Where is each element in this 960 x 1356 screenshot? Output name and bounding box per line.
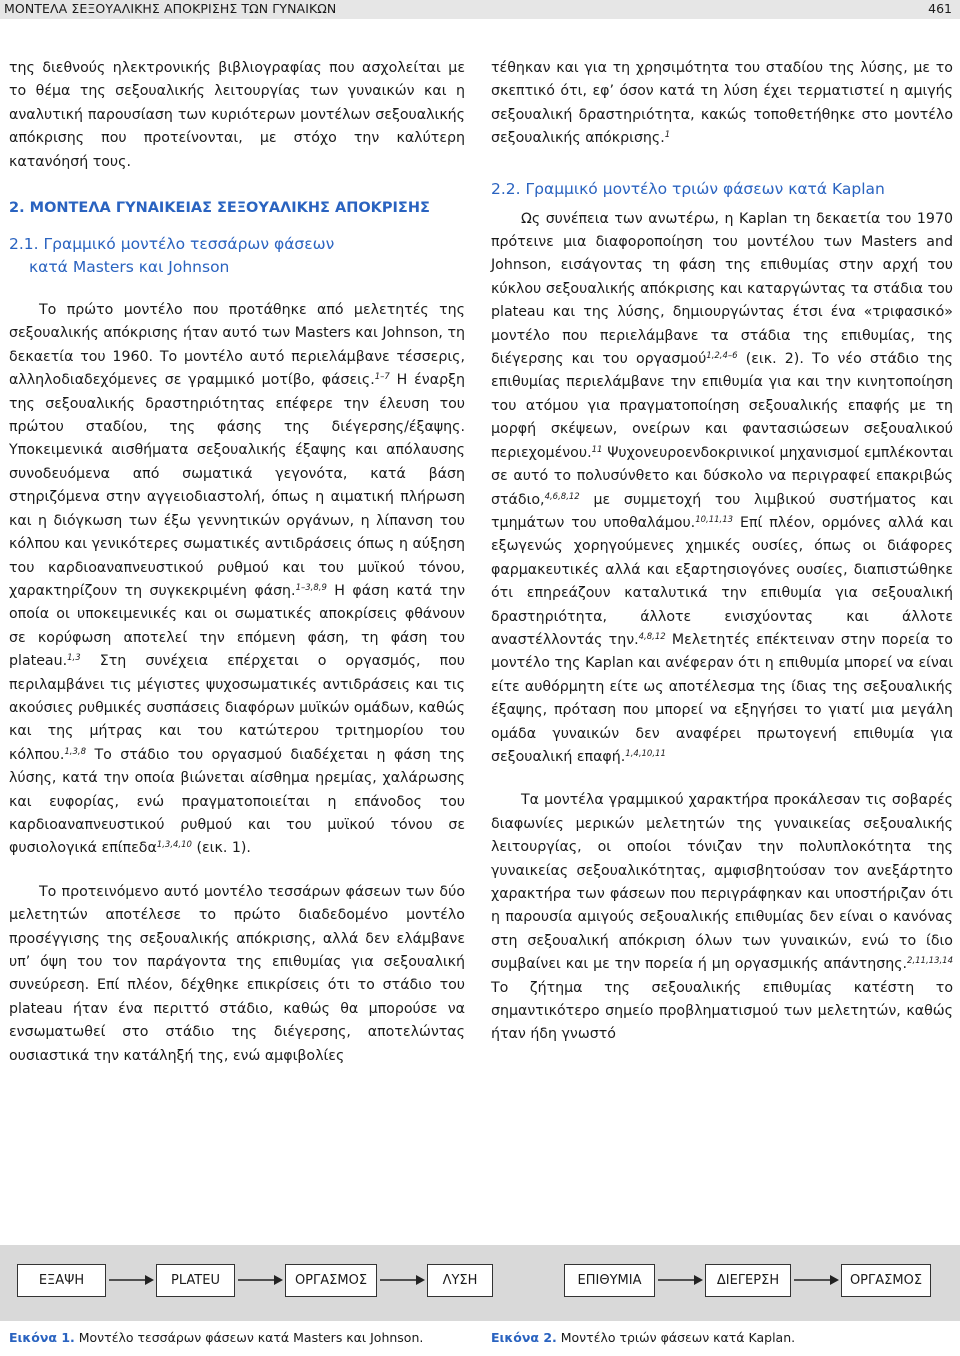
text-run: Η έναρξη της σεξουαλικής δραστηριότητας επέφερε την έλευση του πρώτου σταδίου, της φάσης της διέγερσης/έξαψης. Υποκειμενικά αισθήματα σεξουαλικής έξαψης και απόλαυσης συνοδευόμενα από σωματικά γεγονότα, κατά βάση στηριζόμενα στην αγγειοδιαστολή, όπως η αιματική πλήρωση και η διόγκωση των έξω γεννητικών οργάνων, η λίπανση του κόλπου και γενικότερες σωματικές αντιδράσεις όπως η αύξηση του καρδιοαναπνευστικού ρυθμού και του μυϊκού τόνου, χαρακτηρίζουν τη συγκεκριμένη φάση. — [9, 372, 465, 599]
text-run: Η φάση κατά την οποία οι υποκειμενικές και οι σωματικές αποκρίσεις φθάνουν σε κορύφωση αποτελεί την επόμενη φάση, τη φάση του plateau. — [9, 582, 465, 670]
text-run: τέθηκαν και για τη χρησιμότητα του σταδίου της λύσης, με το σκεπτικό ότι, εφ’ όσον κατά τη λύση έχει τερματιστεί η αμιγής σεξουαλική δραστηριότητα, κακώς τοποθετήθηκε στο μοντέλο σεξουαλικής απόκρισης. — [491, 60, 953, 147]
fig1-phase-box-resolution: ΛΥΣΗ — [427, 1264, 493, 1297]
reference-sup: 4,8,12 — [638, 631, 666, 642]
page-number: 461 — [928, 1, 952, 16]
running-header — [0, 0, 960, 19]
text-run: (εικ. 1). — [191, 840, 251, 857]
reference-sup: 1,3,4,10 — [156, 840, 192, 851]
reference-sup: 11 — [591, 444, 603, 455]
reference-sup: 1,4,10,11 — [625, 748, 666, 759]
text-run: Ως συνέπεια των ανωτέρω, η Kaplan τη δεκαετία του 1970 πρότεινε μια διαφοροποίηση του μοντέλου των Masters and Johnson, εισάγοντας τη φάση της επιθυμίας στην αρχή του κύκλου σεξουαλικής απόκρισης και καταργώντας τα στάδια του plateau και της λύσης, δημιουργώντας έτσι ένα «τριφασικό» μοντέλο που περιελάμβανε τα στάδια της επιθυμίας, της διέγερσης και του οργασμού — [491, 210, 953, 368]
reference-sup: 2,11,13,14 — [907, 956, 953, 967]
figure1-caption — [9, 1330, 423, 1345]
section-heading-2: 2. ΜΟΝΤΕΛΑ ΓΥΝΑΙΚΕΙΑΣ ΣΕΞΟΥΑΛΙΚΗΣ ΑΠΟΚΡΙΣΗΣ — [9, 200, 430, 217]
fig2-phase-box-desire: ΕΠΙΘΥΜΙΑ — [564, 1264, 655, 1297]
figure1-caption-label: Εικόνα 1. — [9, 1330, 75, 1345]
text-run: Το πρώτο μοντέλο που προτάθηκε από μελετητές της σεξουαλικής απόκρισης ήταν αυτό των Masters και Johnson, τη δεκαετία του 1960. Το μοντέλο αυτό περιελάμβανε τέσσερις, αλληλοδιαδεχόμενες σε γραμμικό μοτίβο, φάσεις. — [9, 302, 465, 389]
reference-sup: 1,3,8 — [64, 746, 87, 757]
right-column — [491, 57, 953, 1047]
intro-paragraph: της διεθνούς ηλεκτρονικής βιβλιογραφίας που ασχολείται με το θέμα της σεξουαλικής λειτουργίας των γυναικών και η αναλυτική παρουσίαση των κυριότερων μοντέλων σεξουαλικής απόκρισης που προτείνονται, με στόχο την καλύτερη κατανόησή τους. — [9, 60, 465, 170]
figure2-caption-label: Εικόνα 2. — [491, 1330, 557, 1345]
text-run: Μελετητές επέκτειναν στην πορεία το μοντέλο της Kaplan και ανέφεραν ότι η επιθυμία μπορεί να είναι είτε αυθόρμητη είτε ως αποτέλεσμα της ίδιας της σεξουαλικής έξαψης, πρόταση που μπορεί να εξηγήσει το γιατί μια μεγάλη ομάδα γυναικών δεν αναφέρει πρωτογενή επιθυμία για σεξουαλική επαφή. — [491, 631, 953, 765]
fig2-phase-box-arousal: ΔΙΕΓΕΡΣΗ — [705, 1264, 791, 1297]
fig2-arrow-icon — [656, 1270, 704, 1290]
text-run: Τα μοντέλα γραμμικού χαρακτήρα προκάλεσαν τις σοβαρές διαφωνίες μερικών μελετητών της γυναικείας σεξουαλικής λειτουργίας, οι οποίοι τόνιζαν την πολυπλοκότητα της γυναικείας σεξουαλικότητας, αμφισβητούσαν τον ανεξάρτητο χαρακτήρα των φάσεων που περιγράφηκαν και υποστήριζαν ότι η παρουσία αμιγούς σεξουαλικής επιθυμίας δεν είναι ο κανόνας στη σεξουαλική απόκριση όλων των γυναικών, ενώ το ίδιο συμβαίνει και με την πορεία ή μη οργασμικής απάντησης. — [491, 792, 953, 973]
fig2-arrow-icon — [792, 1270, 840, 1290]
text-run: Το στάδιο του οργασμού διαδέχεται η φάση της λύσης, κατά την οποία βιώνεται αίσθημα ηρεμίας, χαλάρωσης και ευφορίας, ενώ πραγματοποιείται η επάνοδος του καρδιοαναπνευστικού ρυθμού και του μυϊκού τόνου σε φυσιολογικά επίπεδα — [9, 746, 465, 857]
fig1-phase-box-orgasm: ΟΡΓΑΣΜΟΣ — [285, 1264, 377, 1297]
figure2-caption — [491, 1330, 795, 1345]
fig1-arrow-icon — [236, 1270, 284, 1290]
subsection-heading-line1: 2.1. Γραμμικό μοντέλο τεσσάρων φάσεων — [9, 235, 335, 254]
kaplan-paragraph — [491, 208, 953, 770]
subsection-heading-line2: κατά Masters και Johnson — [29, 258, 230, 277]
reference-sup: 1–3,8,9 — [295, 582, 327, 593]
text-run: Το ζήτημα της σεξουαλικής επιθυμίας κατέστη το σημαντικότερο σημείο προβληματισμού των μελετητών, καθώς ήταν ήδη γνωστό — [491, 979, 953, 1043]
reference-sup: 1,3 — [67, 653, 81, 664]
masters-johnson-paragraph — [9, 299, 465, 861]
fig1-arrow-icon — [107, 1270, 155, 1290]
reference-sup: 10,11,13 — [695, 514, 734, 525]
figure1-caption-text: Μοντέλο τεσσάρων φάσεων κατά Masters και Johnson. — [74, 1330, 424, 1345]
reference-sup: 1 — [664, 130, 671, 141]
four-phase-critique-paragraph: Το προτεινόμενο αυτό μοντέλο τεσσάρων φάσεων των δύο μελετητών αποτέλεσε το πρώτο διαδεδομένο μοντέλο προσέγγισης της σεξουαλικής απόκρισης, αλλά δεν ελάμβανε υπ’ όψη του τον παράγοντα της επιθυμίας για σεξουαλική συνεύρεση. Επί πλέον, δέχθηκε επικρίσεις ότι το στάδιο του plateau ήταν ένα περιττό στάδιο, καθώς θα μπορούσε να ενσωματωθεί στο στάδιο της διέγερσης, αποτελώντας ουσιαστικά την κατάληξή της, ενώ αμφιβολίες — [9, 883, 465, 1064]
subsection-heading-2-2: 2.2. Γραμμικό μοντέλο τριών φάσεων κατά Kaplan — [491, 179, 885, 198]
continued-paragraph — [491, 57, 953, 151]
left-column — [9, 57, 465, 1068]
linear-models-critique-paragraph — [491, 789, 953, 1046]
fig1-arrow-icon — [378, 1270, 426, 1290]
fig1-phase-box-excitement: ΕΞΑΨΗ — [17, 1264, 106, 1297]
reference-sup: 4,6,8,12 — [544, 491, 580, 502]
figure2-caption-text: Μοντέλο τριών φάσεων κατά Kaplan. — [556, 1330, 796, 1345]
text-run: Ψυχονευροενδοκρινικοί μηχανισμοί εμπλέκονται σε αυτό το πολυσύνθετο και δύσκολο να περιγραφεί επακριβώς στάδιο, — [491, 444, 953, 508]
text-run: Στη συνέχεια επέρχεται ο οργασμός, που περιλαμβάνει τις μέγιστες ψυχοσωματικές αντιδράσεις και τις ακούσιες ρυθμικές συσπάσεις διαφόρων μυϊκών ομάδων, καθώς και της μήτρας και του κατώτερου τριτημορίου του κόλπου. — [9, 653, 465, 763]
reference-sup: 1,2,4–6 — [706, 351, 738, 362]
subsection-heading-2-1 — [9, 233, 465, 279]
text-run: με συμμετοχή του λιμβικού συστήματος και τμημάτων του υποθαλάμου. — [491, 491, 953, 531]
fig2-phase-box-orgasm: ΟΡΓΑΣΜΟΣ — [841, 1264, 931, 1297]
text-run: Επί πλέον, ορμόνες αλλά και εξωγενώς χορηγούμενες χημικές ουσίες, όπως οι διάφορες φαρμακευτικές αλλά και εξαρτησιογόνες ουσίες, διαπιστώθηκε ότι επηρεάζουν καταλυτικά την επιθυμία για σεξουαλική δραστηριότητα, άλλοτε ενισχύοντας και άλλοτε αναστέλλοντάς την. — [491, 514, 954, 648]
fig1-phase-box-plateau: PLATEU — [156, 1264, 235, 1297]
text-run: (εικ. 2). Το νέο στάδιο της επιθυμίας περιελάμβανε την επιθυμία για και την κινητοποίηση του ατόμου για πραγματοποίηση σεξουαλικής επαφής με τη μορφή σκέψεων, ονείρων και φαντασιώσεων σεξουαλικού περιεχομένου. — [491, 351, 953, 461]
running-title: ΜΟΝΤΕΛΑ ΣΕΞΟΥΑΛΙΚΗΣ ΑΠΟΚΡΙΣΗΣ ΤΩΝ ΓΥΝΑΙΚΩΝ — [4, 1, 337, 16]
reference-sup: 1–7 — [374, 372, 390, 383]
